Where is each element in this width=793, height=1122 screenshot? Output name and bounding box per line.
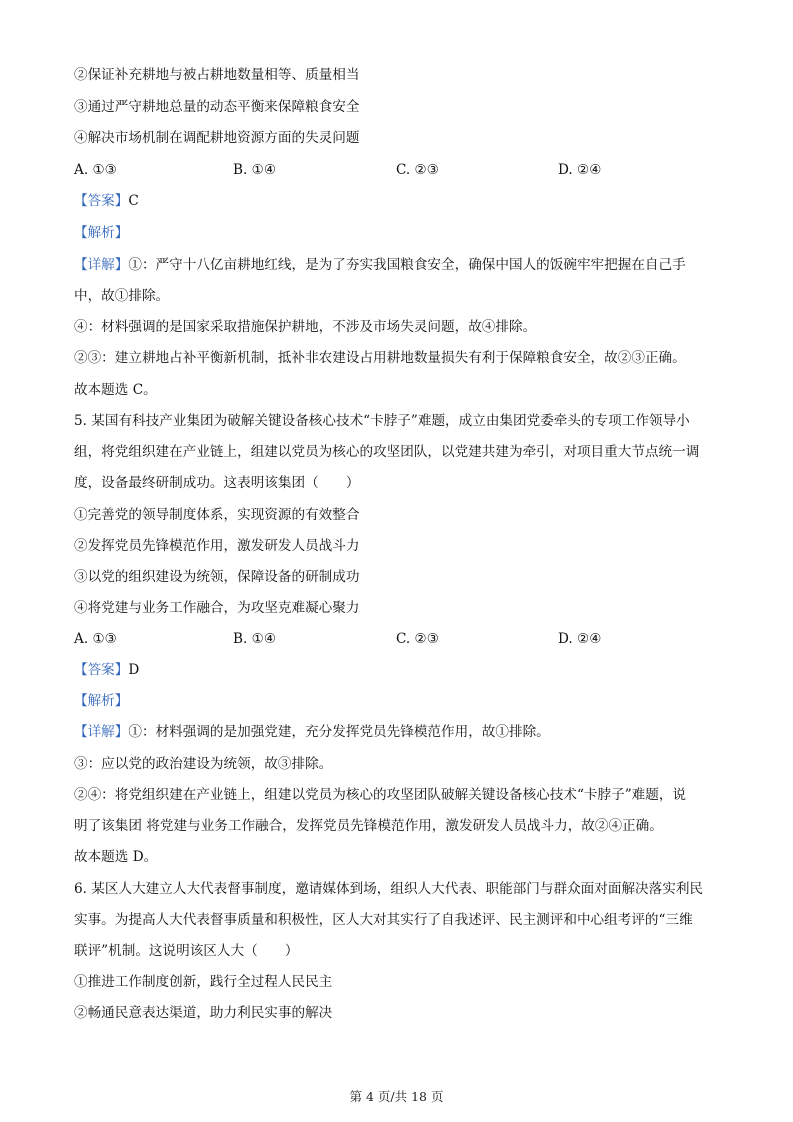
- q4-detail-1: 【详解】①：严守十八亿亩耕地红线，是为了夯实我国粮食安全，确保中国人的饭碗牢牢把握在自己手: [74, 257, 686, 273]
- q4-detail-4: ②③：建立耕地占补平衡新机制，抵补非农建设占用耕地数量损失有利于保障粮食安全，故②③正确。: [74, 350, 686, 366]
- q4-analysis: [74, 224, 128, 242]
- q5-detail-3: ②④：将党组织建在产业链上，组建以党员为核心的攻坚团队破解关键设备核心技术“卡脖子”难题，说: [74, 787, 687, 803]
- q5-option-a: A. ①③: [74, 631, 117, 647]
- q5-statement-2: ②发挥党员先锋模范作用，激发研发人员战斗力: [74, 538, 360, 554]
- q4-conclusion: 故本题选 C。: [74, 382, 157, 398]
- q4-statement-3: ③通过严守耕地总量的动态平衡来保障粮食安全: [74, 99, 360, 115]
- q5-option-c: C. ②③: [396, 631, 439, 647]
- q5-stem-1: 5. 某国有科技产业集团为破解关键设备核心技术“卡脖子”难题，成立由集团党委牵头的专项工作领导小: [74, 413, 690, 429]
- q4-detail-2: 中，故①排除。: [74, 288, 170, 304]
- answer-value: C: [128, 193, 139, 209]
- q5-statement-1: ①完善党的领导制度体系，实现资源的有效整合: [74, 507, 360, 523]
- detail-tag: 【详解】: [74, 257, 129, 273]
- q5-stem-2: 组，将党组织建在产业链上，组建以党员为核心的攻坚团队，以党建共建为牵引，对项目重大节点统一调: [74, 444, 700, 460]
- q6-statement-1: ①推进工作制度创新，践行全过程人民民主: [74, 974, 333, 990]
- q5-detail-4: 明了该集团 将党建与业务工作融合，发挥党员先锋模范作用，激发研发人员战斗力，故②④正确。: [74, 818, 663, 834]
- q4-answer: [74, 192, 139, 210]
- analysis-tag: 【解析】: [74, 693, 129, 709]
- answer-value: D: [128, 662, 140, 678]
- q5-detail-1: 【详解】①：材料强调的是加强党建，充分发挥党员先锋模范作用，故①排除。: [74, 724, 550, 740]
- answer-tag: 【答案】: [74, 193, 129, 209]
- q4-option-a: A. ①③: [74, 162, 117, 178]
- page-footer: 第 4 页/共 18 页: [349, 1089, 444, 1104]
- q5-option-d: D. ②④: [558, 631, 602, 647]
- q4-statement-2: ②保证补充耕地与被占耕地数量相等、质量相当: [74, 67, 360, 83]
- q6-statement-2: ②畅通民意表达渠道，助力利民实事的解决: [74, 1005, 333, 1021]
- analysis-tag: 【解析】: [74, 225, 129, 241]
- q4-detail-3: ④：材料强调的是国家采取措施保护耕地，不涉及市场失灵问题，故④排除。: [74, 319, 537, 335]
- q4-option-c: C. ②③: [396, 162, 439, 178]
- q5-statement-4: ④将党建与业务工作融合，为攻坚克难凝心聚力: [74, 600, 360, 616]
- q5-option-b: B. ①④: [233, 631, 277, 647]
- answer-tag: 【答案】: [74, 662, 129, 678]
- q5-statement-3: ③以党的组织建设为统领，保障设备的研制成功: [74, 569, 360, 585]
- q6-stem-2: 实事。为提高人大代表督事质量和积极性，区人大对其实行了自我述评、民主测评和中心组考评的“三维: [74, 912, 693, 928]
- q5-answer: [74, 661, 139, 679]
- detail-tag: 【详解】: [74, 724, 129, 740]
- q4-option-d: D. ②④: [558, 162, 602, 178]
- q5-detail-2: ③：应以党的政治建设为统领，故③排除。: [74, 756, 333, 772]
- q6-stem-1: 6. 某区人大建立人大代表督事制度，邀请媒体到场，组织人大代表、职能部门与群众面对面解决落实利民: [74, 881, 704, 897]
- q5-analysis: [74, 692, 128, 710]
- q4-statement-4: ④解决市场机制在调配耕地资源方面的失灵问题: [74, 130, 360, 146]
- q5-stem-3: 度，设备最终研制成功。这表明该集团（ ）: [74, 475, 360, 491]
- q6-stem-3: 联评”机制。这说明该区人大（ ）: [74, 943, 299, 959]
- q4-option-b: B. ①④: [233, 162, 277, 178]
- q5-conclusion: 故本题选 D。: [74, 849, 158, 865]
